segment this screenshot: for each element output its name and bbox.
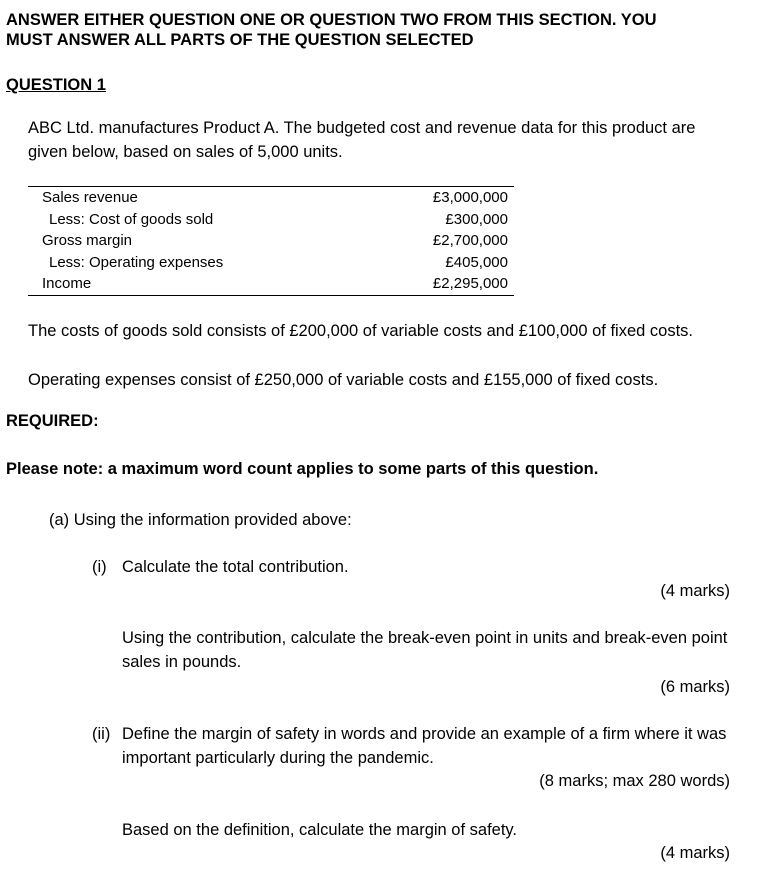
part-ii-marker: (ii) <box>92 725 111 743</box>
row-label: Less: Cost of goods sold <box>49 210 214 228</box>
question-intro: ABC Ltd. manufactures Product A. The budgeted cost and revenue data for this product are given below, based on sales of 5,000 units. <box>28 119 696 161</box>
part-ii-margin-text: Based on the definition, calculate the margin of safety. <box>122 821 518 839</box>
row-value: £300,000 <box>445 210 508 228</box>
part-i-marker: (i) <box>92 558 107 576</box>
row-value: £405,000 <box>445 253 508 271</box>
part-ii-marks: (8 marks; max 280 words) <box>539 772 730 790</box>
question-title: QUESTION 1 <box>6 76 106 94</box>
section-instruction-line-1: ANSWER EITHER QUESTION ONE OR QUESTION TWO FROM THIS SECTION. YOU <box>6 11 657 29</box>
part-i-breakeven-text: Using the contribution, calculate the break-even point in units and break-even point sales in pounds. <box>122 629 728 671</box>
part-ii-text: Define the margin of safety in words and provide an example of a firm where it was important particularly during the pandemic. <box>122 725 727 767</box>
section-instruction-line-2: MUST ANSWER ALL PARTS OF THE QUESTION SELECTED <box>6 31 474 49</box>
required-heading: REQUIRED: <box>6 412 99 430</box>
row-label: Sales revenue <box>42 189 138 206</box>
row-value: £2,700,000 <box>432 232 508 250</box>
operating-expenses-paragraph: Operating expenses consist of £250,000 of variable costs and £155,000 of fixed costs. <box>28 371 659 389</box>
row-value: £2,295,000 <box>432 275 508 293</box>
part-i-marks: (4 marks) <box>660 582 730 600</box>
table-row <box>28 252 514 274</box>
table-row <box>28 230 514 252</box>
row-label: Less: Operating expenses <box>49 253 224 271</box>
table-row <box>28 273 514 295</box>
part-a-label: (a) Using the information provided above: <box>49 511 352 529</box>
row-label: Gross margin <box>42 232 133 250</box>
table-row <box>28 187 514 209</box>
part-ii-margin-marks: (4 marks) <box>660 844 730 862</box>
cost-revenue-table <box>28 186 514 296</box>
word-count-note: Please note: a maximum word count applies to some parts of this question. <box>6 460 599 478</box>
part-i-breakeven-marks: (6 marks) <box>660 678 730 696</box>
row-label: Income <box>42 275 92 293</box>
table-row <box>28 209 514 231</box>
cost-of-goods-paragraph: The costs of goods sold consists of £200,000 of variable costs and £100,000 of fixed costs. <box>28 322 693 340</box>
row-value: £3,000,000 <box>432 189 508 206</box>
part-i-text: Calculate the total contribution. <box>122 558 349 576</box>
